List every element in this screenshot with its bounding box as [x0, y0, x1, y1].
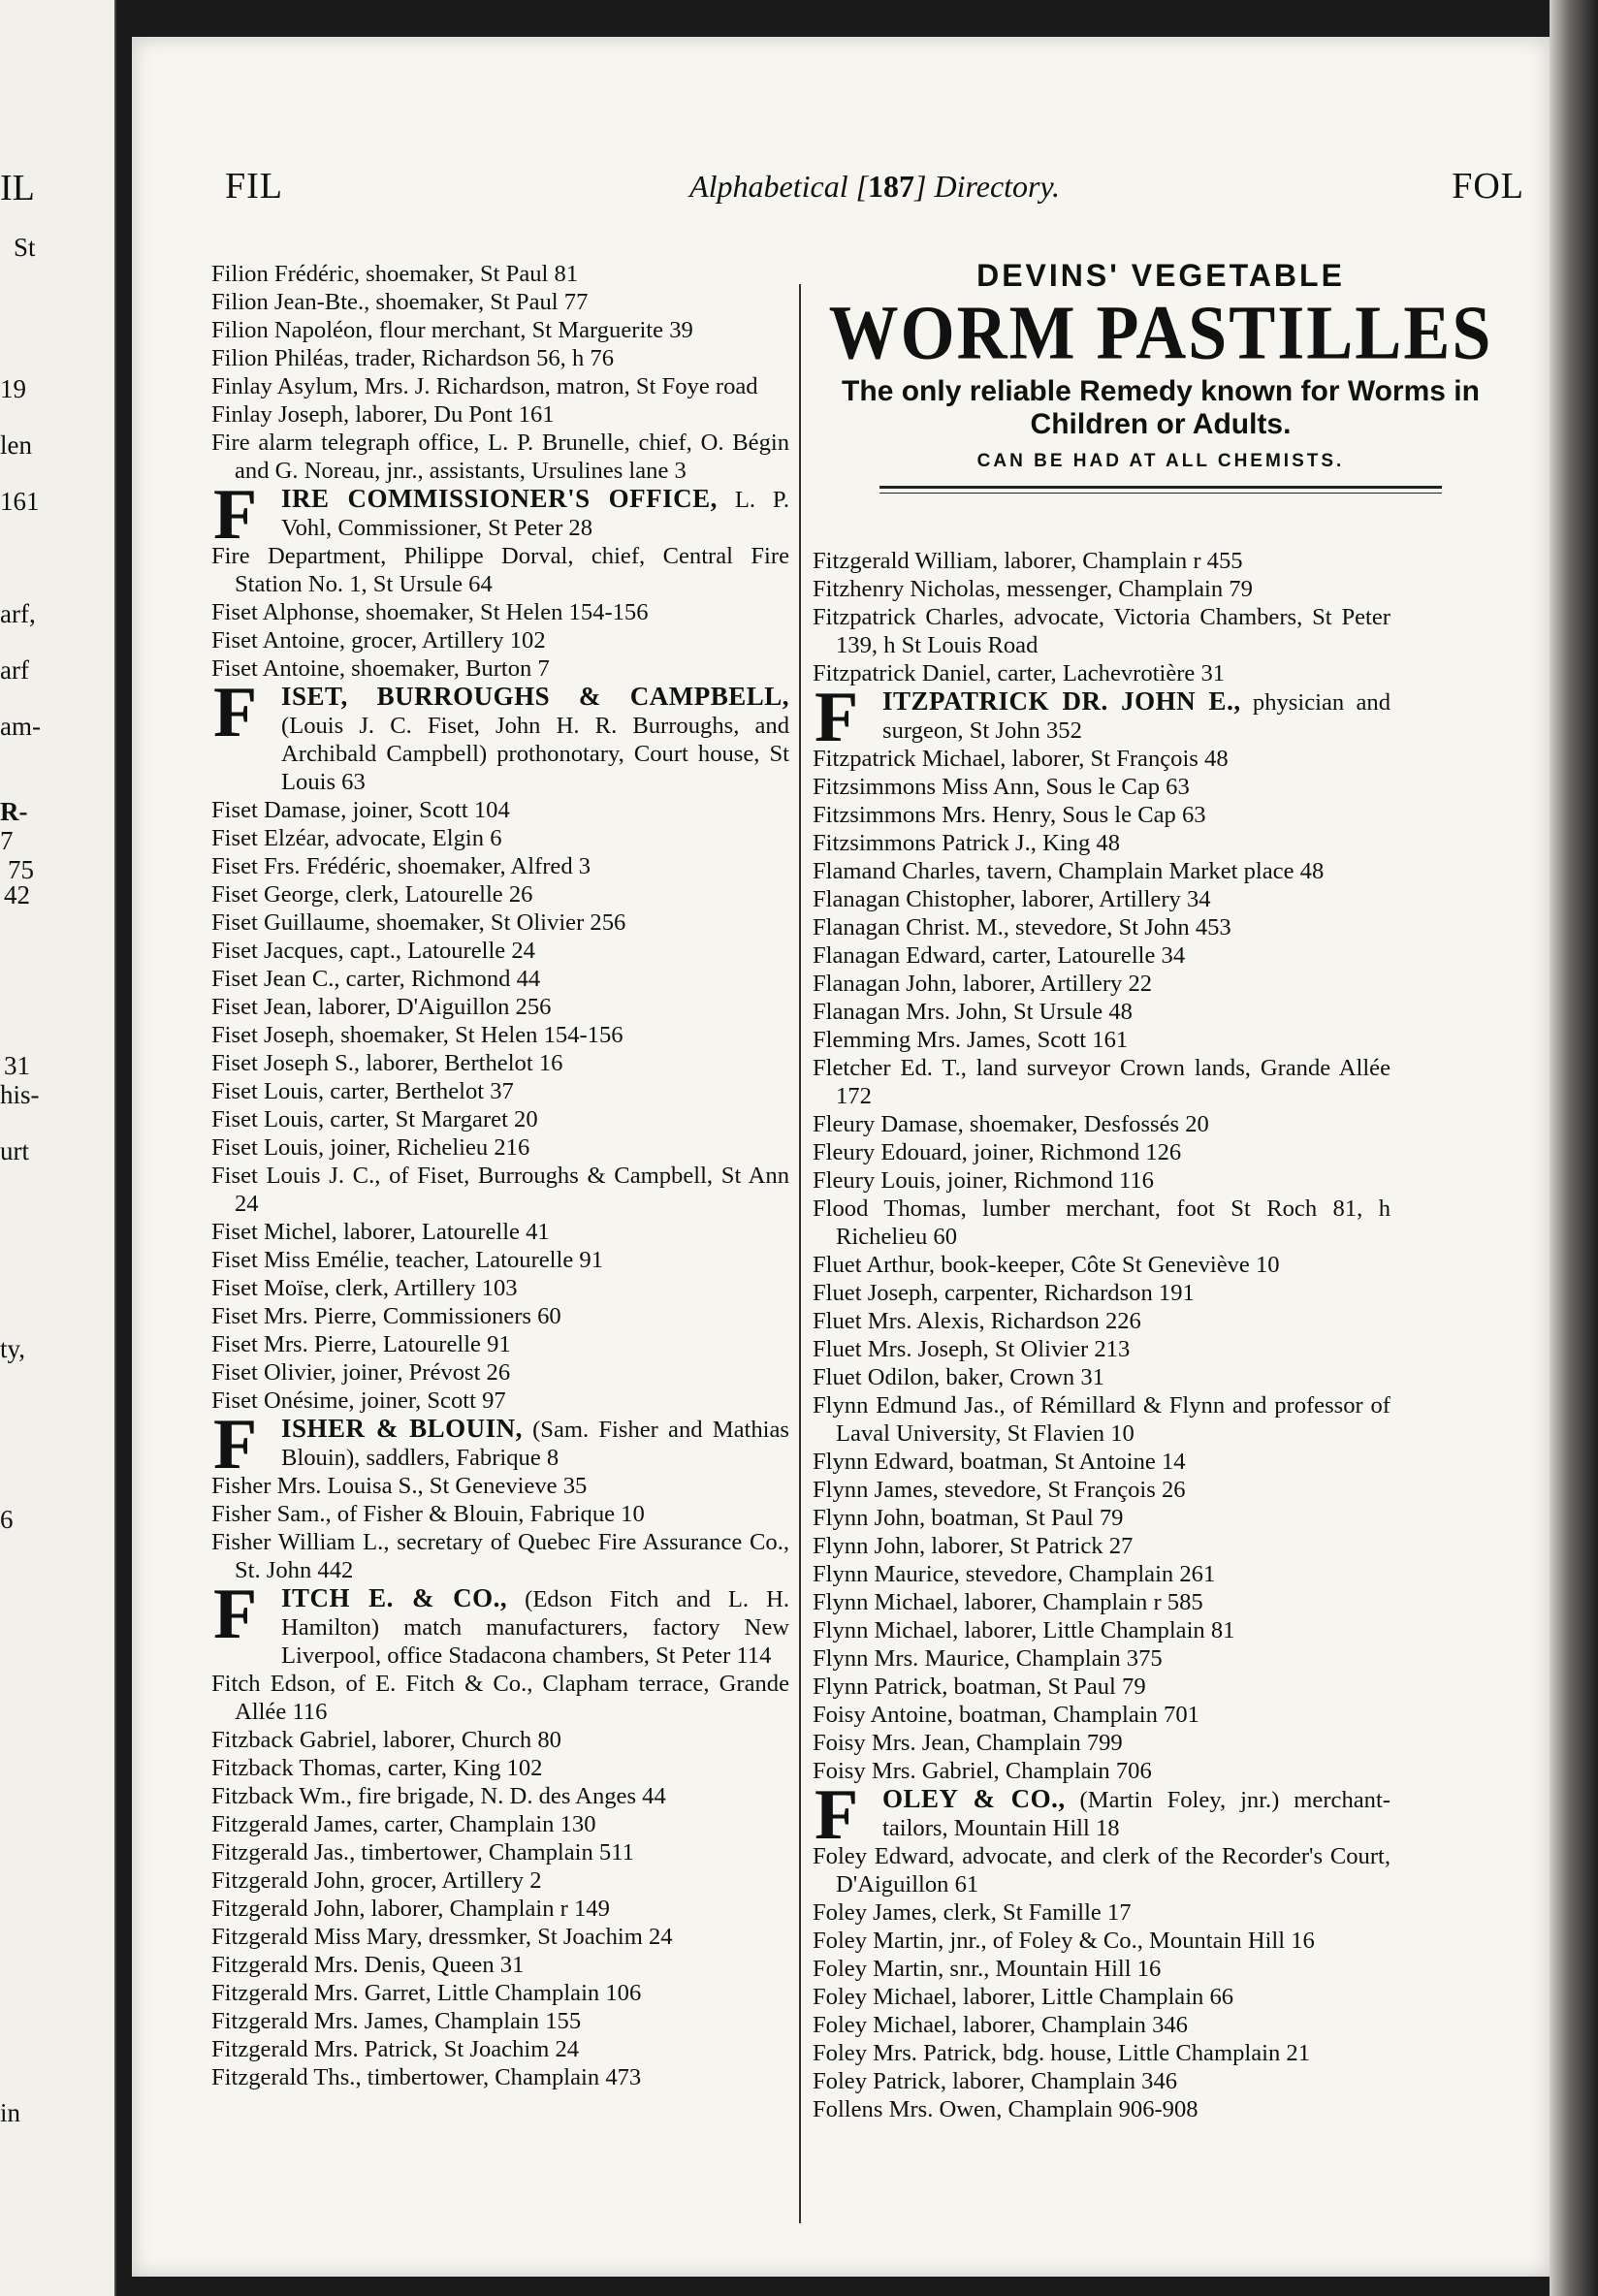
- directory-entry: Fiset Jean C., carter, Richmond 44: [211, 966, 541, 992]
- directory-entry: Fitzback Gabriel, laborer, Church 80: [211, 1727, 561, 1753]
- directory-entry: Filion Frédéric, shoemaker, St Paul 81: [211, 261, 579, 287]
- firm-name: ITCH E. & CO.,: [281, 1583, 508, 1612]
- directory-entry: Fiset Louis, joiner, Richelieu 216: [211, 1134, 530, 1161]
- entry-text: (Martin Foley, jnr.) merchant-tailors, Mountain Hill 18: [882, 1787, 1390, 1841]
- directory-entry: Fiset Louis, carter, St Margaret 20: [211, 1106, 538, 1132]
- directory-entry: Fluet Joseph, carpenter, Richardson 191: [813, 1280, 1195, 1306]
- directory-entry: Foley Edward, advocate, and clerk of the Recorder's Court, D'Aiguillon 61: [813, 1843, 1390, 1897]
- margin-fragment: urt: [0, 1136, 29, 1165]
- entry-text: (Sam. Fisher and Mathias Blouin), saddlers, Fabrique 8: [281, 1417, 789, 1471]
- column-divider: [799, 284, 801, 2223]
- drop-cap: F: [815, 678, 859, 757]
- directory-entry: Finlay Asylum, Mrs. J. Richardson, matron, St Foye road: [211, 373, 758, 399]
- margin-fragment: 75: [8, 855, 34, 884]
- entry-text: physician and surgeon, St John 352: [882, 689, 1390, 744]
- directory-entry: Finlay Joseph, laborer, Du Pont 161: [211, 401, 555, 428]
- directory-entry: Fitzgerald Miss Mary, dressmker, St Joachim 24: [211, 1924, 673, 1950]
- directory-entry: Fiset Jean, laborer, D'Aiguillon 256: [211, 994, 552, 1020]
- directory-page: [132, 37, 1550, 2277]
- featured-entry: [211, 673, 789, 796]
- header-right-guide: FOL: [1452, 166, 1524, 207]
- directory-entry: Filion Jean-Bte., shoemaker, St Paul 77: [211, 289, 589, 315]
- directory-entry: Fitch Edson, of E. Fitch & Co., Clapham terrace, Grande Allée 116: [211, 1671, 789, 1725]
- featured-entry: [211, 475, 790, 555]
- ad-availability: CAN BE HAD AT ALL CHEMISTS.: [976, 451, 1345, 471]
- directory-entry: Fiset Antoine, shoemaker, Burton 7: [211, 655, 550, 682]
- adjacent-page-fragment: [0, 0, 116, 2296]
- directory-entry: Flynn Michael, laborer, Champlain r 585: [813, 1589, 1203, 1615]
- directory-entry: Fiset Michel, laborer, Latourelle 41: [211, 1219, 550, 1245]
- margin-fragment: 31: [4, 1051, 30, 1080]
- book-edge: [1550, 0, 1598, 2296]
- directory-entry: Flanagan John, laborer, Artillery 22: [813, 971, 1153, 997]
- directory-entry: Fleury Edouard, joiner, Richmond 126: [813, 1139, 1182, 1165]
- directory-entry: Follens Mrs. Owen, Champlain 906-908: [813, 2096, 1198, 2122]
- directory-entry: Fiset Damase, joiner, Scott 104: [211, 797, 510, 823]
- directory-entry: Fitzsimmons Patrick J., King 48: [813, 830, 1120, 856]
- margin-fragment: 7: [0, 826, 14, 855]
- entry-text: (Edson Fitch and L. H. Hamilton) match manufacturers, factory New Liverpool, office Stadacona chambers, St Peter 114: [281, 1586, 789, 1669]
- directory-entry: Flynn Edmund Jas., of Rémillard & Flynn and professor of Laval University, St Flavien 10: [813, 1392, 1390, 1447]
- directory-entry: Flynn Patrick, boatman, St Paul 79: [813, 1674, 1146, 1700]
- margin-fragment: 6: [0, 1505, 14, 1534]
- firm-name: ITZPATRICK DR. JOHN E.,: [882, 686, 1241, 716]
- directory-entry: Fitzgerald Mrs. Garret, Little Champlain 106: [211, 1980, 642, 2006]
- left-column: [211, 260, 789, 2091]
- directory-entry: Fiset Moïse, clerk, Artillery 103: [211, 1275, 518, 1301]
- directory-entry: Flynn Maurice, stevedore, Champlain 261: [813, 1561, 1216, 1587]
- margin-fragment: 42: [4, 880, 30, 909]
- margin-fragment: St: [14, 233, 36, 262]
- directory-entry: Fitzback Thomas, carter, King 102: [211, 1755, 543, 1781]
- directory-entry: Flood Thomas, lumber merchant, foot St Roch 81, h Richelieu 60: [813, 1196, 1390, 1250]
- directory-entry: Foley Mrs. Patrick, bdg. house, Little Champlain 21: [813, 2040, 1310, 2066]
- directory-entry: Fitzgerald Jas., timbertower, Champlain 511: [211, 1839, 634, 1866]
- directory-entry: Fiset Joseph S., laborer, Berthelot 16: [211, 1050, 563, 1076]
- directory-entry: Fitzback Wm., fire brigade, N. D. des Anges 44: [211, 1783, 666, 1809]
- directory-entry: Fitzgerald John, laborer, Champlain r 149: [211, 1896, 610, 1922]
- directory-entry: Fitzpatrick Michael, laborer, St François 48: [813, 746, 1229, 772]
- directory-entry: Fiset George, clerk, Latourelle 26: [211, 881, 533, 908]
- directory-entry: Fitzgerald John, grocer, Artillery 2: [211, 1867, 542, 1894]
- directory-entry: Foley Martin, jnr., of Foley & Co., Mountain Hill 16: [813, 1928, 1315, 1954]
- drop-cap: F: [815, 1775, 859, 1855]
- ad-rule: [879, 486, 1442, 494]
- directory-entry: Flynn John, laborer, St Patrick 27: [813, 1533, 1134, 1559]
- directory-entry: Flemming Mrs. James, Scott 161: [813, 1027, 1129, 1053]
- directory-entry: Foisy Antoine, boatman, Champlain 701: [813, 1702, 1199, 1728]
- right-column: [813, 547, 1390, 2123]
- directory-entry: Flanagan Mrs. John, St Ursule 48: [813, 999, 1133, 1025]
- firm-name: ISHER & BLOUIN,: [281, 1414, 523, 1443]
- directory-entry: Fiset Louis, carter, Berthelot 37: [211, 1078, 514, 1104]
- directory-entry: Foley Michael, laborer, Little Champlain 66: [813, 1984, 1234, 2010]
- directory-entry: Flynn Edward, boatman, St Antoine 14: [813, 1449, 1186, 1475]
- drop-cap: F: [213, 1575, 258, 1654]
- directory-entry: Fiset Louis J. C., of Fiset, Burroughs & Campbell, St Ann 24: [211, 1163, 789, 1217]
- directory-entry: Flanagan Christ. M., stevedore, St John 453: [813, 914, 1231, 941]
- directory-entry: Flynn Michael, laborer, Little Champlain 81: [813, 1617, 1235, 1643]
- directory-entry: Foisy Mrs. Jean, Champlain 799: [813, 1730, 1123, 1756]
- directory-entry: Fitzsimmons Miss Ann, Sous le Cap 63: [813, 774, 1190, 800]
- directory-entry: Fitzgerald Ths., timbertower, Champlain 473: [211, 2064, 642, 2090]
- drop-cap: F: [213, 673, 258, 752]
- margin-fragment: len: [0, 430, 32, 460]
- directory-entry: Fitzgerald James, carter, Champlain 130: [211, 1811, 596, 1837]
- directory-entry: Fiset Onésime, joiner, Scott 97: [211, 1387, 506, 1414]
- directory-entry: Foley Michael, laborer, Champlain 346: [813, 2012, 1188, 2038]
- drop-cap: F: [213, 475, 258, 555]
- directory-entry: Fisher Mrs. Louisa S., St Genevieve 35: [211, 1473, 588, 1499]
- page-number: 187: [868, 169, 915, 204]
- directory-entry: Flanagan Chistopher, laborer, Artillery 34: [813, 886, 1211, 912]
- directory-entry: Fletcher Ed. T., land surveyor Crown lands, Grande Allée 172: [813, 1055, 1390, 1109]
- margin-fragment: ty,: [0, 1334, 25, 1363]
- directory-entry: Fitzgerald Mrs. Denis, Queen 31: [211, 1952, 525, 1978]
- margin-fragment: R-: [0, 797, 28, 826]
- directory-entry: Fitzgerald Mrs. Patrick, St Joachim 24: [211, 2036, 580, 2062]
- directory-entry: Fiset Joseph, shoemaker, St Helen 154-156: [211, 1022, 623, 1048]
- margin-fragment: arf,: [0, 599, 36, 628]
- directory-entry: Fitzgerald Mrs. James, Champlain 155: [211, 2008, 582, 2034]
- directory-entry: Fleury Damase, shoemaker, Desfossés 20: [813, 1111, 1209, 1137]
- directory-entry: Foley Martin, snr., Mountain Hill 16: [813, 1956, 1162, 1982]
- ad-headline: WORM PASTILLES: [828, 290, 1493, 375]
- directory-entry: Fluet Mrs. Joseph, St Olivier 213: [813, 1336, 1131, 1362]
- header-title: Alphabetical [187] Directory.: [689, 169, 1060, 204]
- drop-cap: F: [213, 1405, 258, 1484]
- firm-name: ISET, BURROUGHS & CAMPBELL,: [281, 682, 789, 711]
- directory-entry: Fluet Odilon, baker, Crown 31: [813, 1364, 1104, 1390]
- featured-entry: [813, 678, 1390, 757]
- margin-fragment: 161: [0, 487, 40, 516]
- directory-entry: Foley Patrick, laborer, Champlain 346: [813, 2068, 1178, 2094]
- margin-fragment: in: [0, 2098, 21, 2127]
- directory-entry: Flynn Mrs. Maurice, Champlain 375: [813, 1645, 1163, 1672]
- header-left-guide: FIL: [225, 166, 283, 207]
- directory-entry: Fire Department, Philippe Dorval, chief, Central Fire Station No. 1, St Ursule 64: [211, 543, 789, 597]
- worm-pastilles-advertisement: [813, 252, 1509, 535]
- directory-entry: Fiset Elzéar, advocate, Elgin 6: [211, 825, 502, 851]
- directory-entry: Fitzpatrick Daniel, carter, Lachevrotière 31: [813, 660, 1226, 686]
- featured-entry: [211, 1405, 789, 1484]
- directory-entry: Flynn John, boatman, St Paul 79: [813, 1505, 1124, 1531]
- ad-tagline: The only reliable Remedy known for Worms in Children or Adults.: [842, 375, 1480, 440]
- ad-line-1: DEVINS' VEGETABLE: [976, 258, 1345, 293]
- directory-entry: Fisher William L., secretary of Quebec Fire Assurance Co., St. John 442: [211, 1529, 789, 1583]
- directory-entry: Fiset Mrs. Pierre, Commissioners 60: [211, 1303, 561, 1329]
- directory-entry: Fiset Alphonse, shoemaker, St Helen 154-156: [211, 599, 649, 625]
- firm-name: IRE COMMISSIONER'S OFFICE,: [281, 484, 718, 513]
- margin-fragment: arf: [0, 655, 29, 685]
- directory-entry: Fisher Sam., of Fisher & Blouin, Fabrique 10: [211, 1501, 645, 1527]
- entry-text: L. P. Vohl, Commissioner, St Peter 28: [281, 487, 790, 541]
- directory-entry: Flamand Charles, tavern, Champlain Market place 48: [813, 858, 1325, 884]
- directory-entry: Fiset Mrs. Pierre, Latourelle 91: [211, 1331, 511, 1357]
- margin-fragment: IL: [0, 168, 35, 208]
- directory-entry: Filion Philéas, trader, Richardson 56, h 76: [211, 345, 615, 371]
- directory-entry: Fluet Arthur, book-keeper, Côte St Geneviève 10: [813, 1252, 1280, 1278]
- directory-entry: Fitzhenry Nicholas, messenger, Champlain 79: [813, 576, 1253, 602]
- directory-entry: Fiset Frs. Frédéric, shoemaker, Alfred 3: [211, 853, 591, 879]
- directory-entry: Filion Napoléon, flour merchant, St Marguerite 39: [211, 317, 693, 343]
- directory-entry: Flanagan Edward, carter, Latourelle 34: [813, 942, 1186, 969]
- margin-fragment: 19: [0, 374, 26, 403]
- directory-entry: Fiset Olivier, joiner, Prévost 26: [211, 1359, 511, 1386]
- featured-entry: [211, 1575, 789, 1670]
- directory-entry: Fire alarm telegraph office, L. P. Brunelle, chief, O. Bégin and G. Noreau, jnr., assistants, Ursulines lane 3: [211, 430, 789, 484]
- directory-entry: Fitzgerald William, laborer, Champlain r 455: [813, 548, 1243, 574]
- margin-fragment: his-: [0, 1080, 40, 1109]
- directory-entry: Fiset Jacques, capt., Latourelle 24: [211, 938, 535, 964]
- directory-entry: Fluet Mrs. Alexis, Richardson 226: [813, 1308, 1141, 1334]
- entry-text: (Louis J. C. Fiset, John H. R. Burroughs, and Archibald Campbell) prothonotary, Court house, St Louis 63: [281, 713, 789, 795]
- firm-name: OLEY & CO.,: [882, 1784, 1066, 1813]
- directory-entry: Fleury Louis, joiner, Richmond 116: [813, 1167, 1154, 1194]
- directory-entry: Fiset Guillaume, shoemaker, St Olivier 256: [211, 909, 626, 936]
- directory-entry: Fitzpatrick Charles, advocate, Victoria Chambers, St Peter 139, h St Louis Road: [813, 604, 1390, 658]
- margin-fragment: am-: [0, 712, 41, 741]
- directory-entry: Foley James, clerk, St Famille 17: [813, 1899, 1132, 1926]
- featured-entry: [813, 1775, 1390, 1855]
- directory-entry: Fiset Miss Emélie, teacher, Latourelle 91: [211, 1247, 604, 1273]
- directory-entry: Flynn James, stevedore, St François 26: [813, 1477, 1186, 1503]
- directory-entry: Fitzsimmons Mrs. Henry, Sous le Cap 63: [813, 802, 1206, 828]
- directory-entry: Fiset Antoine, grocer, Artillery 102: [211, 627, 546, 654]
- page-header: [225, 165, 1524, 223]
- directory-entry: Foisy Mrs. Gabriel, Champlain 706: [813, 1758, 1152, 1784]
